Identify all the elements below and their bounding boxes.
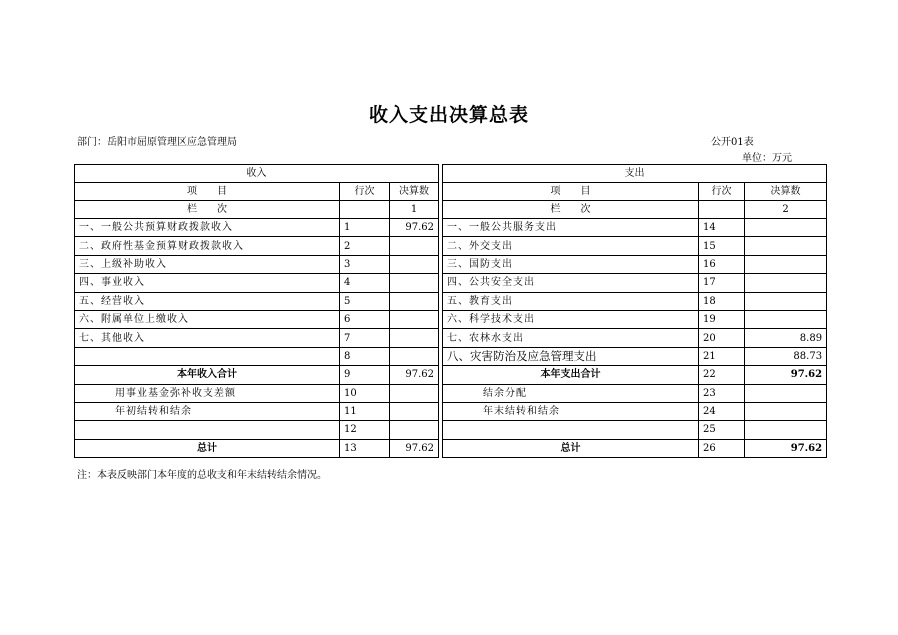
expense-item-header: 项 目: [443, 183, 699, 201]
income-line-header: 行次: [340, 183, 390, 201]
table-row: [75, 347, 827, 365]
expense-item: 八、灾害防治及应急管理支出: [443, 347, 699, 365]
expense-total-line: 22: [699, 366, 745, 384]
department-label: 部门：岳阳市屈原管理区应急管理局: [77, 137, 237, 148]
income-grand-total-amount: 97.62: [390, 439, 439, 457]
expense-line: 17: [699, 274, 745, 292]
expense-amount: [745, 292, 827, 310]
expense-item: 四、公共安全支出: [443, 274, 699, 292]
table-row: [75, 310, 827, 328]
income-line: 2: [340, 237, 390, 255]
table-row: [75, 384, 827, 402]
expense-item: 五、教育支出: [443, 292, 699, 310]
income-amount: [390, 237, 439, 255]
form-number: 公开01表: [711, 137, 754, 148]
expense-amount: 88.73: [745, 347, 827, 365]
expense-grand-total-line: 26: [699, 439, 745, 457]
column-number-row: [75, 201, 827, 219]
income-amount: [390, 292, 439, 310]
income-amount: [390, 274, 439, 292]
expense-amount: [745, 274, 827, 292]
expense-line: 23: [699, 384, 745, 402]
expense-item: 一、一般公共服务支出: [443, 219, 699, 237]
income-item-header: 项 目: [75, 183, 340, 201]
expense-line: 19: [699, 310, 745, 328]
income-total-label: 本年收入合计: [75, 366, 340, 384]
page-title: 收入支出决算总表: [368, 104, 529, 126]
income-line: 10: [340, 384, 390, 402]
expense-line: 25: [699, 421, 745, 439]
table-row: [75, 292, 827, 310]
income-item: 六、附属单位上缴收入: [75, 310, 340, 328]
expense-total-amount: 97.62: [745, 366, 827, 384]
grand-total-row: [75, 439, 827, 457]
income-expense-table: [74, 164, 827, 458]
expense-grand-total-amount: 97.62: [745, 439, 827, 457]
income-item: 三、上级补助收入: [75, 255, 340, 273]
expense-line: 18: [699, 292, 745, 310]
income-total-amount: 97.62: [390, 366, 439, 384]
income-amount: [390, 255, 439, 273]
expense-amount: [745, 384, 827, 402]
income-amount: [390, 329, 439, 347]
income-column-label: 栏 次: [75, 201, 340, 219]
income-column-number: 1: [390, 201, 439, 219]
expense-amount: 8.89: [745, 329, 827, 347]
income-item: 二、政府性基金预算财政拨款收入: [75, 237, 340, 255]
income-amount: 97.62: [390, 219, 439, 237]
income-line: 5: [340, 292, 390, 310]
expense-line-header: 行次: [699, 183, 745, 201]
expense-amount-header: 决算数: [745, 183, 827, 201]
section-header-row: [75, 165, 827, 183]
income-item: 四、事业收入: [75, 274, 340, 292]
income-item: 七、其他收入: [75, 329, 340, 347]
expense-item: [443, 421, 699, 439]
expense-item: 二、外交支出: [443, 237, 699, 255]
footnote: 注：本表反映部门本年度的总收支和年末结转结余情况。: [77, 470, 327, 481]
income-line: 1: [340, 219, 390, 237]
table-row: [75, 219, 827, 237]
income-section-header: 收入: [75, 165, 439, 183]
income-item: [75, 421, 340, 439]
income-amount: [390, 402, 439, 420]
income-amount: [390, 310, 439, 328]
income-line: 11: [340, 402, 390, 420]
expense-amount: [745, 255, 827, 273]
income-line: 4: [340, 274, 390, 292]
income-line: 6: [340, 310, 390, 328]
expense-line: 16: [699, 255, 745, 273]
expense-amount: [745, 402, 827, 420]
empty-cell: [340, 201, 390, 219]
table-row: [75, 255, 827, 273]
income-item: 一、一般公共预算财政拨款收入: [75, 219, 340, 237]
empty-cell: [699, 201, 745, 219]
expense-line: 21: [699, 347, 745, 365]
column-header-row: [75, 183, 827, 201]
expense-amount: [745, 421, 827, 439]
expense-line: 20: [699, 329, 745, 347]
income-line: 8: [340, 347, 390, 365]
income-amount: [390, 347, 439, 365]
income-amount: [390, 384, 439, 402]
table-row: [75, 329, 827, 347]
table-row: [75, 237, 827, 255]
income-grand-total-line: 13: [340, 439, 390, 457]
income-amount: [390, 421, 439, 439]
year-total-row: [75, 366, 827, 384]
income-line: 3: [340, 255, 390, 273]
table-row: [75, 402, 827, 420]
expense-item: 三、国防支出: [443, 255, 699, 273]
expense-section-header: 支出: [443, 165, 827, 183]
table-row: [75, 421, 827, 439]
income-line: 12: [340, 421, 390, 439]
expense-amount: [745, 310, 827, 328]
income-line: 7: [340, 329, 390, 347]
expense-amount: [745, 237, 827, 255]
expense-item: 六、科学技术支出: [443, 310, 699, 328]
expense-grand-total-label: 总计: [443, 439, 699, 457]
income-grand-total-label: 总计: [75, 439, 340, 457]
expense-total-label: 本年支出合计: [443, 366, 699, 384]
income-amount-header: 决算数: [390, 183, 439, 201]
unit-label: 单位：万元: [742, 153, 792, 164]
expense-column-number: 2: [745, 201, 827, 219]
income-item: 五、经营收入: [75, 292, 340, 310]
expense-item: 年末结转和结余: [443, 402, 699, 420]
expense-line: 24: [699, 402, 745, 420]
expense-amount: [745, 219, 827, 237]
expense-item: 七、农林水支出: [443, 329, 699, 347]
expense-line: 15: [699, 237, 745, 255]
income-item: 年初结转和结余: [75, 402, 340, 420]
income-item: 用事业基金弥补收支差额: [75, 384, 340, 402]
table-row: [75, 274, 827, 292]
expense-column-label: 栏 次: [443, 201, 699, 219]
expense-line: 14: [699, 219, 745, 237]
income-total-line: 9: [340, 366, 390, 384]
expense-item: 结余分配: [443, 384, 699, 402]
income-item: [75, 347, 340, 365]
